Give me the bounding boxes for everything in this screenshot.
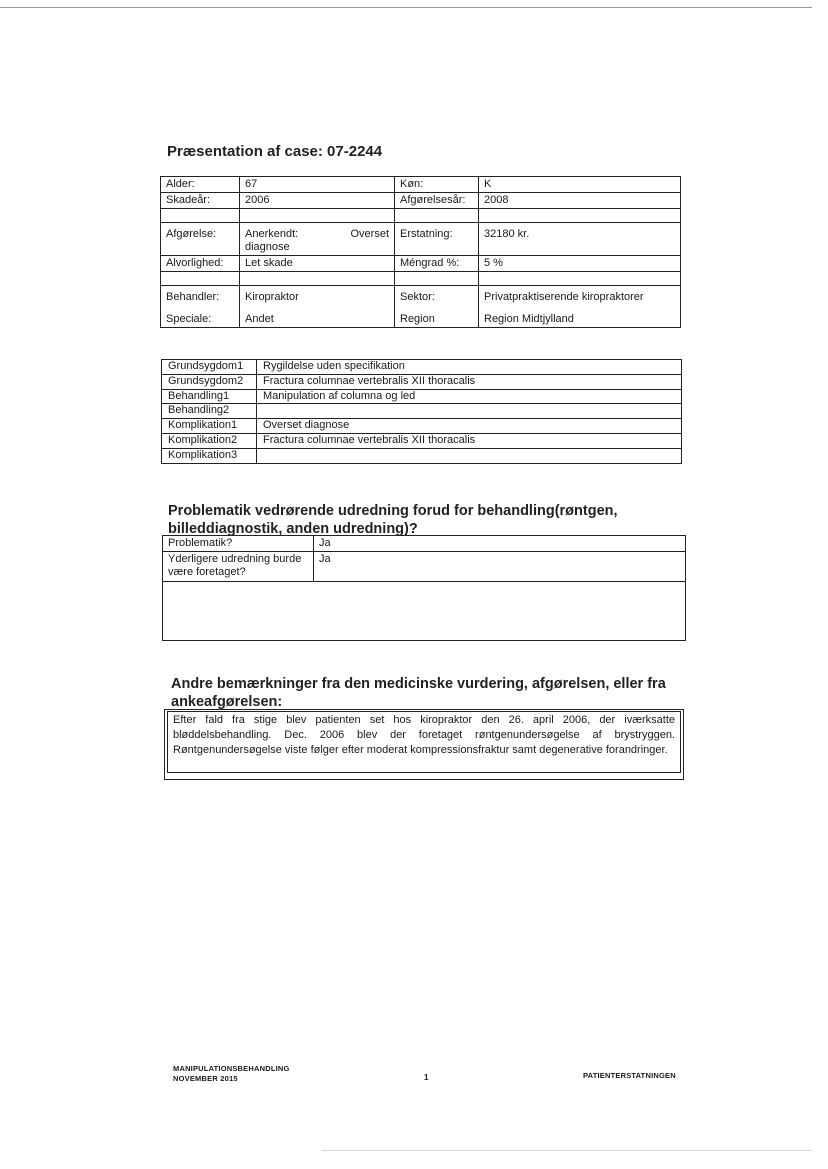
- table-row: [163, 552, 686, 582]
- table-row: [161, 286, 681, 313]
- afgorelse-value-b: Overset: [350, 228, 389, 240]
- problematik-table: [162, 535, 686, 641]
- afgorelse-value: [240, 223, 395, 256]
- remarks-box: [164, 709, 684, 780]
- erstatning-label: Erstatning:: [395, 223, 479, 256]
- afgorelse-label: Afgørelse:: [161, 223, 240, 256]
- kon-label: Køn:: [395, 177, 479, 193]
- sektor-label: Sektor:: [395, 286, 479, 313]
- table-row: [162, 389, 682, 404]
- diagnosis-label: Behandling1: [162, 389, 257, 404]
- alvorlighed-label: Alvorlighed:: [161, 256, 240, 272]
- table-row: [161, 193, 681, 209]
- speciale-value: Andet: [240, 312, 395, 328]
- diagnosis-label: Komplikation3: [162, 448, 257, 463]
- remarks-text: Efter fald fra stige blev patienten set hos kiropraktor den 26. april 2006, der iværksatte bløddelsbehandling. Dec. 2006 blev der foretaget røntgenundersøgelse af brystryggen. Røntgenundersøgelse viste følger efter moderat kompressionsfraktur samt degenerative forandringer.: [167, 711, 681, 773]
- kon-value: K: [479, 177, 681, 193]
- region-label: Region: [395, 312, 479, 328]
- diagnosis-value: Fractura columnae vertebralis XII thoracalis: [257, 374, 682, 389]
- table-row: [161, 256, 681, 272]
- afgorelse-value-a: Anerkendt:: [245, 228, 299, 240]
- empty-notes-cell: [163, 582, 686, 641]
- sektor-value: Privatpraktiserende kiropraktorer: [479, 286, 681, 313]
- table-row: [162, 433, 682, 448]
- top-rule: [0, 7, 812, 8]
- erstatning-value: 32180 kr.: [479, 223, 681, 256]
- diagnosis-label: Behandling2: [162, 404, 257, 419]
- udredning-label: Yderligere udredning burde være foretaget?: [163, 552, 314, 582]
- table-row: [163, 582, 686, 641]
- case-info-table: [160, 176, 681, 328]
- diagnosis-value: Rygildelse uden specifikation: [257, 360, 682, 375]
- behandler-label: Behandler:: [161, 286, 240, 313]
- table-row: [161, 177, 681, 193]
- region-value: Region Midtjylland: [479, 312, 681, 328]
- diagnosis-value: Manipulation af columna og led: [257, 389, 682, 404]
- problematik-heading: Problematik vedrørende udredning forud for behandling(røntgen, billeddiagnostik, anden udredning)?: [168, 503, 618, 537]
- problematik-value: Ja: [314, 536, 686, 552]
- table-row: [162, 360, 682, 375]
- alder-label: Alder:: [161, 177, 240, 193]
- bottom-rule: [322, 1150, 812, 1151]
- table-row: [161, 209, 681, 223]
- diagnosis-table: [161, 359, 682, 464]
- afgorelse-value-c: diagnose: [245, 241, 290, 253]
- diagnosis-label: Komplikation1: [162, 419, 257, 434]
- alder-value: 67: [240, 177, 395, 193]
- diagnosis-label: Grundsygdom2: [162, 374, 257, 389]
- afgorelsesaar-value: 2008: [479, 193, 681, 209]
- skadeaar-label: Skadeår:: [161, 193, 240, 209]
- alvorlighed-value: Let skade: [240, 256, 395, 272]
- table-row: [161, 272, 681, 286]
- table-row: [161, 223, 681, 256]
- table-row: [161, 312, 681, 328]
- diagnosis-label: Grundsygdom1: [162, 360, 257, 375]
- diagnosis-label: Komplikation2: [162, 433, 257, 448]
- speciale-label: Speciale:: [161, 312, 240, 328]
- table-row: [162, 404, 682, 419]
- problematik-label: Problematik?: [163, 536, 314, 552]
- table-row: [162, 448, 682, 463]
- footer-left: [173, 1064, 290, 1084]
- page-title: Præsentation af case: 07-2244: [167, 143, 383, 160]
- diagnosis-value: [257, 404, 682, 419]
- table-row: [162, 419, 682, 434]
- behandler-value: Kiropraktor: [240, 286, 395, 313]
- diagnosis-value: Fractura columnae vertebralis XII thoracalis: [257, 433, 682, 448]
- footer-line2: NOVEMBER 2015: [173, 1074, 238, 1083]
- diagnosis-value: [257, 448, 682, 463]
- table-row: [163, 536, 686, 552]
- mengrad-label: Méngrad %:: [395, 256, 479, 272]
- page-number: 1: [424, 1073, 429, 1082]
- footer-org: PATIENTERSTATNINGEN: [583, 1071, 676, 1080]
- table-row: [162, 374, 682, 389]
- diagnosis-value: Overset diagnose: [257, 419, 682, 434]
- mengrad-value: 5 %: [479, 256, 681, 272]
- skadeaar-value: 2006: [240, 193, 395, 209]
- afgorelsesaar-label: Afgørelsesår:: [395, 193, 479, 209]
- footer-line1: MANIPULATIONSBEHANDLING: [173, 1064, 290, 1073]
- udredning-value: Ja: [314, 552, 686, 582]
- remarks-heading: Andre bemærkninger fra den medicinske vurdering, afgørelsen, eller fra ankeafgørelsen:: [171, 676, 666, 710]
